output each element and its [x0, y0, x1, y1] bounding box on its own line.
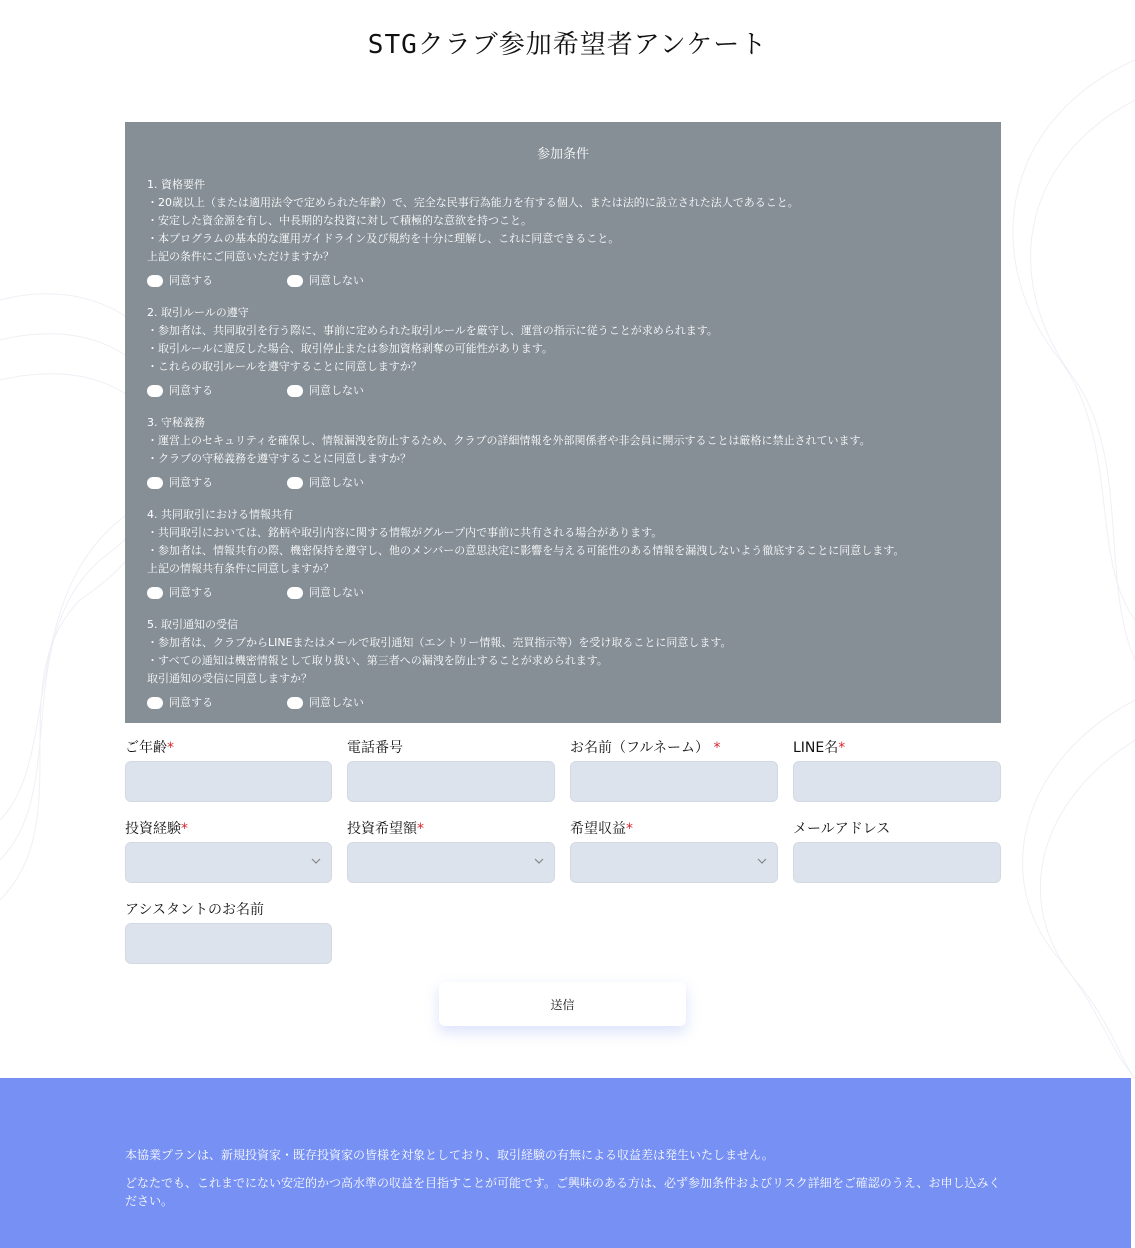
disagree-label: 同意しない	[309, 696, 364, 709]
name-input[interactable]	[570, 761, 778, 802]
agree-label: 同意する	[169, 696, 213, 709]
section-heading: 5. 取引通知の受信	[147, 618, 238, 631]
section-line: ・参加者は、クラブからLINEまたはメールで取引通知（エントリー情報、売買指示等）を受け取ることに同意します。	[147, 636, 732, 649]
phone-input[interactable]	[347, 761, 555, 802]
chevron-down-icon	[534, 856, 544, 866]
email-input-control[interactable]	[794, 843, 1000, 882]
amount-select[interactable]	[347, 842, 555, 883]
line-field	[793, 738, 1001, 802]
disagree-radio-2[interactable]	[287, 382, 364, 400]
radio-circle[interactable]	[287, 697, 303, 709]
section-question: ・これらの取引ルールを遵守することに同意しますか？	[147, 360, 422, 373]
profit-label: 希望収益*	[570, 821, 633, 837]
radio-group-3	[147, 474, 979, 492]
condition-section-1	[147, 176, 979, 290]
section-question: 取引通知の受信に同意しますか？	[147, 672, 312, 685]
phone-label: 電話番号	[347, 740, 403, 756]
name-field	[570, 738, 778, 802]
email-label: メールアドレス	[793, 821, 891, 837]
disagree-label: 同意しない	[309, 476, 364, 489]
profit-select[interactable]	[570, 842, 778, 883]
agree-radio-2[interactable]	[147, 382, 213, 400]
section-line: ・取引ルールに違反した場合、取引停止または参加資格剥奪の可能性があります。	[147, 342, 553, 355]
section-line: ・参加者は、情報共有の際、機密保持を遵守し、他のメンバーの意思決定に影響を与える可能性のある情報を漏洩しないよう徹底することに同意します。	[147, 544, 905, 557]
agree-label: 同意する	[169, 274, 213, 287]
conditions-title: 参加条件	[536, 147, 589, 162]
section-line: ・運営上のセキュリティを確保し、情報漏洩を防止するため、クラブの詳細情報を外部関係者や非会員に開示することは厳格に禁止されています。	[147, 434, 871, 447]
line-input-control[interactable]	[794, 762, 1000, 801]
section-line: ・参加者は、共同取引を行う際に、事前に定められた取引ルールを厳守し、運営の指示に従うことが求められます。	[147, 324, 718, 337]
age-input-control[interactable]	[126, 762, 331, 801]
disagree-radio-3[interactable]	[287, 474, 364, 492]
agree-radio-4[interactable]	[147, 584, 213, 602]
experience-field	[125, 819, 332, 883]
disagree-radio-4[interactable]	[287, 584, 364, 602]
radio-group-4	[147, 584, 979, 602]
age-label: ご年齢*	[125, 740, 174, 756]
phone-input-control[interactable]	[348, 762, 554, 801]
name-label: お名前（フルネーム） *	[570, 740, 721, 756]
section-heading: 2. 取引ルールの遵守	[147, 306, 249, 319]
radio-circle[interactable]	[147, 385, 163, 397]
agree-label: 同意する	[169, 384, 213, 397]
profit-field	[570, 819, 778, 883]
section-line: ・本プログラムの基本的な運用ガイドライン及び規約を十分に理解し、これに同意できること。	[147, 232, 620, 245]
condition-section-3	[147, 414, 979, 492]
radio-group-1	[147, 272, 979, 290]
disagree-label: 同意しない	[309, 384, 364, 397]
radio-circle[interactable]	[147, 477, 163, 489]
submit-button[interactable]: 送信	[439, 982, 686, 1026]
survey-form	[125, 738, 1001, 964]
condition-section-2	[147, 304, 979, 400]
experience-select[interactable]	[125, 842, 332, 883]
age-input[interactable]	[125, 761, 332, 802]
radio-circle[interactable]	[287, 385, 303, 397]
chevron-down-icon	[757, 856, 767, 866]
amount-field	[347, 819, 555, 883]
conditions-panel	[125, 122, 1001, 723]
radio-group-2	[147, 382, 979, 400]
agree-label: 同意する	[169, 476, 213, 489]
footer-text-1: 本協業プランは、新規投資家・既存投資家の皆様を対象としており、取引経験の有無による収益差は発生いたしません。	[125, 1148, 774, 1162]
experience-label: 投資経験*	[125, 821, 188, 837]
radio-circle[interactable]	[147, 275, 163, 287]
section-question: 上記の条件にご同意いただけますか？	[147, 250, 334, 263]
disagree-radio-1[interactable]	[287, 272, 364, 290]
agree-radio-5[interactable]	[147, 694, 213, 712]
section-question: 上記の情報共有条件に同意しますか？	[147, 562, 334, 575]
footer-text-2: どなたでも、これまでにない安定的かつ高水準の収益を目指すことが可能です。ご興味のある方は、必ず参加条件およびリスク詳細をご確認のうえ、お申し込みください。	[125, 1176, 1001, 1208]
disagree-radio-5[interactable]	[287, 694, 364, 712]
assistant-field	[125, 900, 332, 964]
email-input[interactable]	[793, 842, 1001, 883]
agree-label: 同意する	[169, 586, 213, 599]
agree-radio-1[interactable]	[147, 272, 213, 290]
section-heading: 3. 守秘義務	[147, 416, 205, 429]
condition-section-5	[147, 616, 979, 712]
section-heading: 4. 共同取引における情報共有	[147, 508, 293, 521]
email-field	[793, 819, 1001, 883]
page-title: STGクラブ参加希望者アンケート	[367, 30, 768, 60]
radio-circle[interactable]	[287, 275, 303, 287]
agree-radio-3[interactable]	[147, 474, 213, 492]
assistant-input-control[interactable]	[126, 924, 331, 963]
radio-circle[interactable]	[287, 477, 303, 489]
disagree-label: 同意しない	[309, 586, 364, 599]
line-input[interactable]	[793, 761, 1001, 802]
age-field	[125, 738, 332, 802]
radio-circle[interactable]	[147, 587, 163, 599]
line-label: LINE名*	[793, 740, 846, 756]
footer	[0, 1078, 1131, 1248]
section-line: ・20歳以上（または適用法令で定められた年齢）で、完全な民事行為能力を有する個人、または法的に設立された法人であること。	[147, 196, 799, 209]
section-line: ・安定した資金源を有し、中長期的な投資に対して積極的な意欲を持つこと。	[147, 214, 532, 227]
phone-field	[347, 738, 555, 802]
name-input-control[interactable]	[571, 762, 777, 801]
disagree-label: 同意しない	[309, 274, 364, 287]
section-question: ・クラブの守秘義務を遵守することに同意しますか？	[147, 452, 411, 465]
chevron-down-icon	[311, 856, 321, 866]
assistant-label: アシスタントのお名前	[125, 902, 265, 918]
radio-circle[interactable]	[287, 587, 303, 599]
radio-circle[interactable]	[147, 697, 163, 709]
amount-label: 投資希望額*	[347, 821, 424, 837]
assistant-input[interactable]	[125, 923, 332, 964]
section-line: ・すべての通知は機密情報として取り扱い、第三者への漏洩を防止することが求められます。	[147, 654, 608, 667]
radio-group-5	[147, 694, 979, 712]
section-heading: 1. 資格要件	[147, 178, 205, 191]
section-line: ・共同取引においては、銘柄や取引内容に関する情報がグループ内で事前に共有される場合があります。	[147, 526, 663, 539]
condition-section-4	[147, 506, 979, 602]
